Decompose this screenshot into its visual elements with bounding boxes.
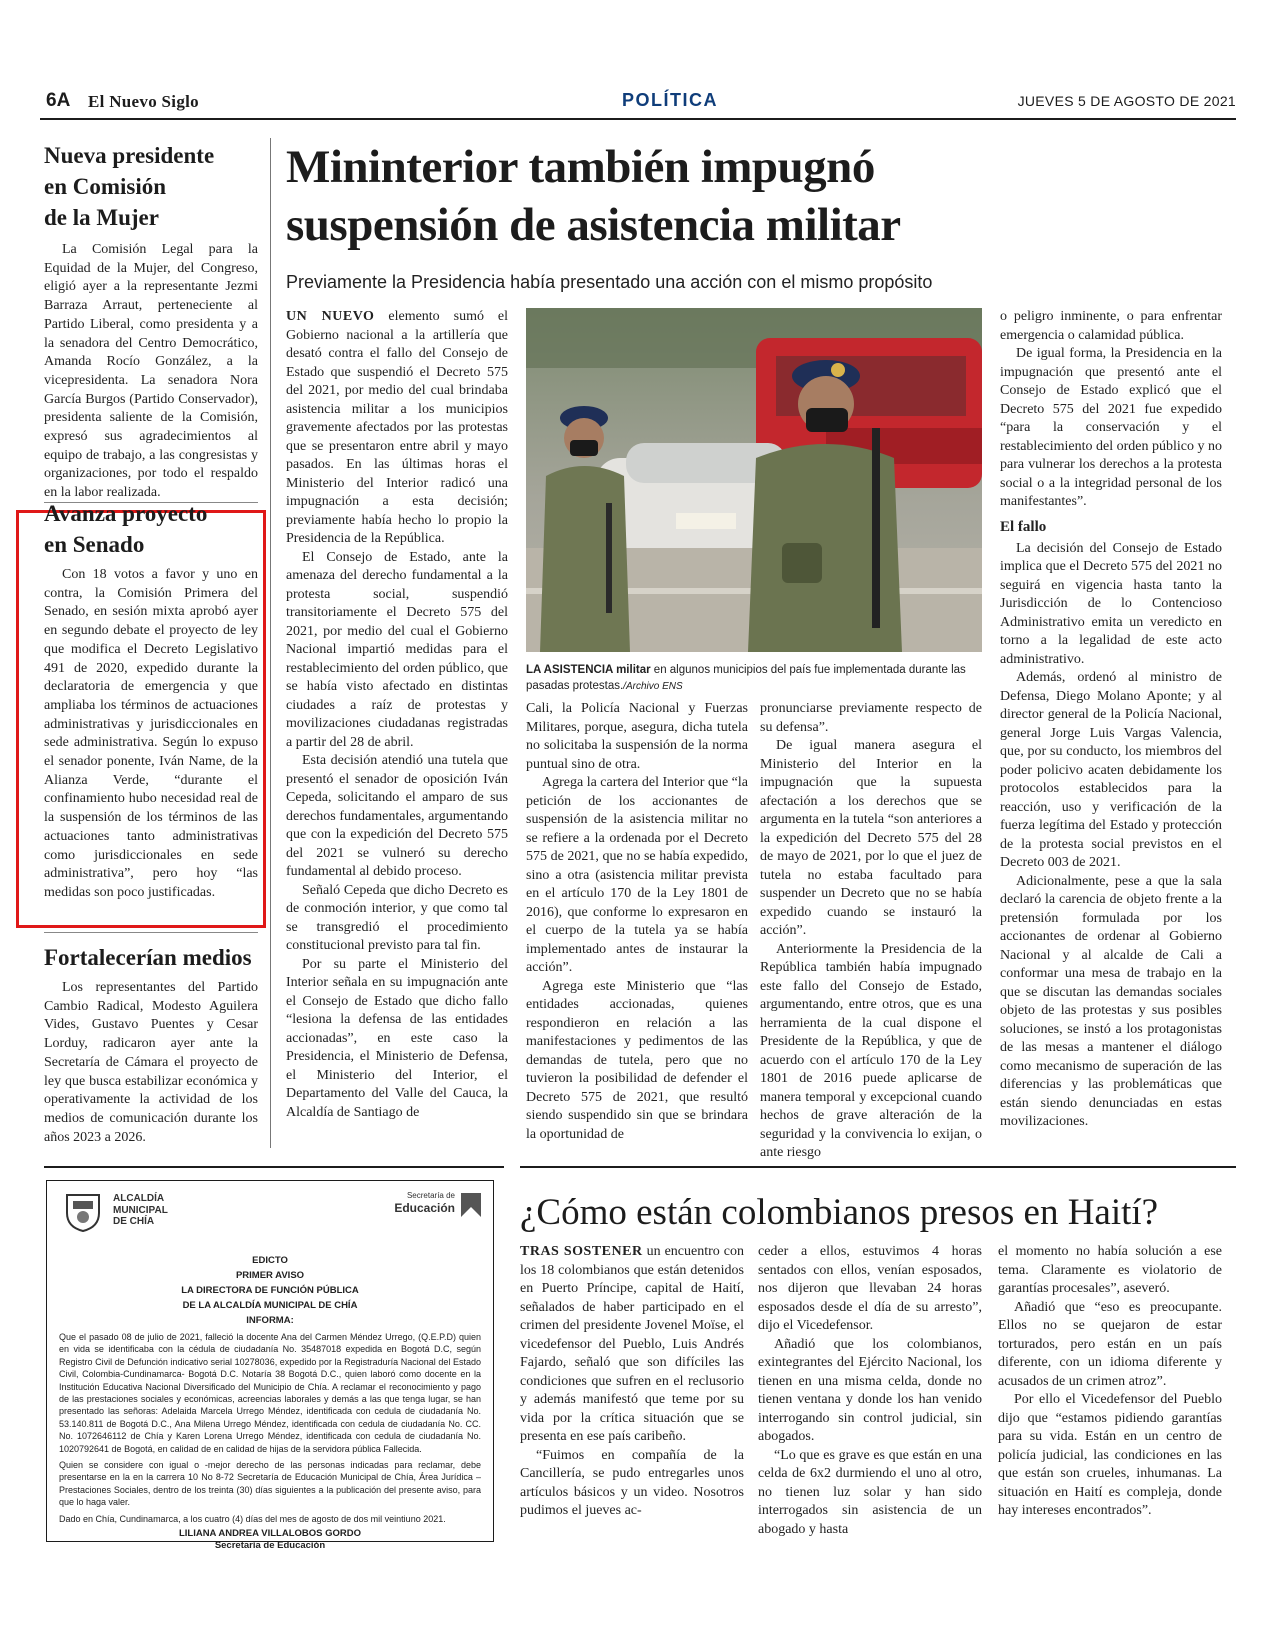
paragraph: De igual manera asegura el Ministerio del Interior en la impugnación que la supuesta afectación a los derechos que se argumenta en la tutela “son anteriores a la expedición del Decreto 575 del 28 de mayo de 2021, por lo que el juez de tutela no estaba facultado para suspender un Decreto que no se había expedido cuando se instauró la acción”.	[760, 738, 982, 938]
story2-lead-paragraph: TRAS SOSTENER un encuentro con los 18 colombianos que están detenidos en Puerto Príncipe, capital de Haití, señalados de haber participado en el crimen del presidente Jovenel Moïse, el vicedefensor del Pueblo, Luis Andrés Fajardo, señaló que son difíciles las condiciones que sufren en el reclusorio y además manifestó que teme por su vida por la crítica situación que se presenta en ese país caribeño.	[520, 1244, 744, 1444]
main-column-2	[526, 700, 748, 1144]
paragraph: Por su parte el Ministerio del Interior señala en su impugnación ante el Consejo de Estado que dicho fallo “lesiona la defensa de las entidades accionadas”, en este caso la Presidencia, el Ministerio de Defensa, el Ministerio del Interior, el Departamento del Valle del Cauca, la Alcaldía de Santiago de	[286, 956, 508, 1120]
main-kicker: UN NUEVO	[286, 309, 375, 324]
caption-bold: LA ASISTENCIA militar	[526, 664, 651, 676]
photo-credit: /Archivo ENS	[623, 681, 683, 692]
main-column-4	[1000, 308, 1222, 1132]
main-subtitle: Previamente la Presidencia había presentado una acción con el mismo propósito	[286, 272, 933, 292]
main-column-1	[286, 308, 508, 1122]
paragraph: La decisión del Consejo de Estado implica que el Decreto 575 del 2021 no seguirá en vigencia hasta tanto la Jurisdicción de lo Contencioso Administrativo emita un veredicto en torno a la legalidad de este acto administrativo.	[1000, 540, 1222, 667]
paragraph: Cali, la Policía Nacional y Fuerzas Militares, porque, asegura, dicha tutela no solicitaba la suspensión de la norma puntual sino de otra.	[526, 701, 748, 772]
paragraph: o peligro inminente, o para enfrentar emergencia o calamidad pública.	[1000, 309, 1222, 343]
ad-paragraph: Dado en Chía, Cundinamarca, a los cuatro (4) días del mes de agosto de dos mil veintiuno 2021.	[59, 1513, 446, 1524]
paragraph: El Consejo de Estado, ante la amenaza del derecho fundamental a la protesta social, suspendió transitoriamente el Decreto 575 del 2021, por medio del cual el Gobierno Nacional impartió medidas para el restablecimiento del orden público, que se había visto afectado en distintas ciudades a raíz de protestas y movilizaciones ciudadanas registradas a partir del 28 de abril.	[286, 549, 508, 750]
newspaper-name: El Nuevo Siglo	[88, 92, 199, 111]
ad-signer: LILIANA ANDREA VILLALOBOS GORDO	[178, 1528, 362, 1540]
story2-column-2	[758, 1243, 982, 1539]
municipal-crest-icon	[61, 1189, 105, 1233]
sidebar-brief-mujer	[44, 140, 258, 503]
section-name: POLÍTICA	[622, 90, 718, 110]
photo-caption: LA ASISTENCIA militar en algunos municipios del país fue implementada durante las pasadas protestas./Archivo ENS	[526, 664, 966, 692]
main-headline: Mininterior también impugnó suspensión de asistencia militar	[286, 141, 901, 251]
paragraph: Adicionalmente, pese a que la sala declaró la carencia de objeto frente a la pretensión formulada por los accionantes de ordenar al Gobierno Nacional y al alcalde de Cali a conformar una mesa de trabajo en la que se discutan las demandas sociales objeto de las protestas y sus posibles soluciones, se instó a los protagonistas de las mesas a mantener el diálogo como mecanismo de superación de las diferencias y las problemáticas que están siendo denunciadas en estas movilizaciones.	[1000, 873, 1222, 1129]
paragraph: Añadió que “eso es preocupante. Ellos no se quejaron de estar torturados, pero están en un país diferente, con un idioma diferente y acusados de un crimen atroz”.	[998, 1299, 1222, 1389]
ad-title-block: EDICTO PRIMER AVISO LA DIRECTORA DE FUNCIÓN PÚBLICA DE LA ALCALDÍA MUNICIPAL DE CHÍA INFORMA:	[181, 1255, 359, 1326]
sidebar-brief-medios	[44, 942, 258, 1147]
legal-notice-ad	[46, 1180, 494, 1552]
story2-headline: ¿Cómo están colombianos presos en Haití?	[520, 1192, 1159, 1233]
story2-kicker: TRAS SOSTENER	[520, 1244, 643, 1259]
ad-department: Secretaría de Educación	[394, 1191, 455, 1215]
paragraph: “Lo que es grave es que están en una celda de 6x2 durmiendo el uno al otro, no tienen luz solar y han sido interrogados sin asistencia de un abogado y hasta	[758, 1447, 982, 1537]
brief-senado-title: Avanza proyecto en Senado	[44, 501, 208, 557]
story2-column-1	[520, 1243, 744, 1521]
section-rule	[44, 1166, 504, 1168]
ad-paragraph: Que el pasado 08 de julio de 2021, falleció la docente Ana del Carmen Méndez Urrego, (Q.E.P.D) quien en vida se identificaba con la cédula de ciudadanía No. 35487018 expedida en Bogotá D.C, según Registro Civil de Defunción indicativo serial 10278036, expedido por la Registraduría Nacional del Estado Civil, Colombia-Cundinamarca- Bogotá D.C. Notaría 38 Bogotá D.C., quien laboró como docente en la Institución Educativa Nacional Diversificado del Municipio de Chía. A reclamar el reconocimiento y pago de las prestaciones sociales y económicas, acreencias laborales y demás a las que tenga lugar, se han presentado las señoras: Adelaida Marcela Urrego Méndez, identificada con cedula de ciudadanía No. 53.140.811 de Bogotá D.C., Ana Milena Urrego Méndez, identificada con cedula de ciudadanía No. CC. No. 1072646112 de Chía y Karen Lorena Urrego Méndez, identificada con cedula de ciudadanía No. 1020792641 de Bogotá, en calidad de en calidad de hijas de la servidora pública Fallecida.	[59, 1332, 481, 1454]
paragraph: Señaló Cepeda que dicho Decreto es de conmoción interior, y que como tal se transgredió el procedimiento constitucional previsto para tal fin.	[286, 882, 508, 953]
sidebar-divider	[44, 932, 258, 933]
paragraph: Anteriormente la Presidencia de la República también había impugnado este fallo del Consejo de Estado, argumentando, entre otros, que es una herramienta de la cual dispone el Presidente de la República, y que de acuerdo con el artículo 170 de la Ley 1801 de 2016 puede aplicarse de manera temporal y excepcional cuando hechos de grave alteración de la seguridad y la convivencia lo exijan, o ante riesgo	[760, 941, 982, 1160]
paragraph: el momento no había solución a ese tema. Claramente es violatorio de garantías procesales”, aseveró.	[998, 1244, 1222, 1296]
column-separator	[270, 138, 271, 1148]
paragraph: Por ello el Vicedefensor del Pueblo dijo que “estamos pidiendo garantías para su vida. Están en un centro de policía judicial, las condiciones en las que están son crueles, inhumanas. La situación en Haití es compleja, donde hay intereses encontrados”.	[998, 1392, 1222, 1518]
paragraph: Agrega la cartera del Interior que “la petición de los accionantes de suspensión de la asistencia militar no se refiere a la ordenada por el Decreto 575 de 2021, que no se había expedido, sino a otra (asistencia militar prevista en el artículo 170 de la Ley 1801 de 2016), que conforme lo expresaron en el cuerpo de la tutela ya se había implementado antes de instaurar la acción”.	[526, 775, 748, 975]
ad-body	[59, 1331, 481, 1552]
paragraph: Además, ordenó al ministro de Defensa, Diego Molano Aponte; y al director general de la Policía Nacional, general Jorge Luis Vargas Valencia, que, por su conducto, los miembros del poder policivo acaten debidamente los protocolos establecidos para la reacción, uso y verificación de la fuerza legítima del Estado y protección de la protesta social previstos en el Decreto 003 de 2021.	[1000, 670, 1222, 870]
education-logo-icon	[459, 1191, 483, 1219]
paragraph: De igual forma, la Presidencia en la impugnación que presentó ante el Consejo de Estado explicó que el Decreto 575 del 2021 fue expedido “para la conservación y el restablecimiento del orden público y no para vulnerar los derechos a la protesta social o a la integridad personal de los manifestantes”.	[1000, 346, 1222, 509]
brief-medios-body: Los representantes del Partido Cambio Radical, Modesto Aguilera Vides, Gustavo Puentes y Cesar Lorduy, radicaron ayer ante la Secretaría de Cámara el proyecto de ley que busca estabilizar económica y operativamente la actividad de los medios de comunicación durante los años 2023 a 2026.	[44, 980, 258, 1145]
news-photo	[526, 308, 982, 652]
brief-senado-body: Con 18 votos a favor y uno en contra, la Comisión Primera del Senado, en sesión mixta aprobó ayer en segundo debate el proyecto de ley que modifica el Decreto Legislativo 491 de 2020, expedido durante la declaratoria de emergencia y que ampliaba los términos de actuaciones administrativas y jurisdiccionales en sede administrativa. Según lo expuso el senador ponente, Iván Name, de la Alianza Verde, “durante el confinamiento hubo necesidad real de la suspensión de los términos de las actuaciones tanto administrativas como jurisdiccionales en sede administrativa”, pero hoy “las medidas son poco justificadas.	[44, 567, 258, 900]
subhead-el-fallo: El fallo	[1000, 518, 1047, 535]
paragraph: Esta decisión atendió una tutela que presentó el senador de oposición Iván Cepeda, solicitando el amparo de sus derechos fundamentales, argumentando que con la expedición del Decreto 575 del 2021 se vulneró su derecho fundamental al debido proceso.	[286, 753, 508, 879]
ad-paragraph: Quien se considere con igual o -mejor derecho de las personas indicadas para reclamar, debe presentarse en la en la carrera 10 No 8-72 Secretaría de Educación Municipal de Chía, Área Jurídica –Prestaciones Sociales, dentro de los treinta (30) días siguientes a la publicación del presente aviso, para que lo haga valer.	[59, 1460, 481, 1508]
brief-mujer-title: Nueva presidente en Comisión de la Mujer	[44, 143, 215, 230]
paragraph: Añadió que los colombianos, exintegrantes del Ejército Nacional, los tienen en una misma celda, donde no tienen ventana y donde los han venido interrogando sin control judicial, sin abogados.	[758, 1336, 982, 1444]
section-rule	[520, 1166, 1236, 1168]
sidebar-brief-senado	[44, 498, 258, 903]
paragraph: Agrega este Ministerio que “las entidades accionadas, quienes respondieron en relación a las manifestaciones y pedimentos de las demandas de tutela, pero que no tuvieron la posibilidad de defender el Decreto 575 de 2021, que resultó siendo suspendido sin que se brindara la oportunidad de	[526, 978, 748, 1142]
brief-medios-title: Fortalecerían medios	[44, 945, 252, 970]
page-number: 6A	[46, 90, 71, 111]
main-column-3	[760, 700, 982, 1163]
ad-signer-title: Secretaria de Educación	[214, 1540, 326, 1552]
issue-date: JUEVES 5 DE AGOSTO DE 2021	[1017, 93, 1236, 109]
main-lead-paragraph: UN NUEVO elemento sumó el Gobierno nacional a la artillería que desató contra el fallo del Consejo de Estado que suspendió el Decreto 575 del 2021, por medio del cual brindaba asistencia militar a los municipios gravemente afectados por las protestas que se presentaron entre abril y mayo pasados. En las últimas horas el Ministerio del Interior radicó una impugnación a esta decisión; previamente había hecho lo propio la Presidencia de la República.	[286, 309, 508, 546]
page-header	[40, 90, 1236, 116]
paragraph: “Fuimos en compañía de la Cancillería, se pudo entregarles unos artículos básicos y un video. Nosotros pudimos el jueves ac-	[520, 1447, 744, 1518]
paragraph: ceder a ellos, estuvimos 4 horas sentados con ellos, venían esposados, nos dijeron que llevaban 24 horas esposados desde el día de su arresto”, dijo el Vicedefensor.	[758, 1244, 982, 1333]
header-rule	[40, 118, 1236, 120]
ad-org-name: ALCALDÍA MUNICIPAL DE CHÍA	[113, 1193, 168, 1227]
story2-column-3	[998, 1243, 1222, 1521]
brief-mujer-body: La Comisión Legal para la Equidad de la Mujer, del Congreso, eligió ayer a la representante Jezmi Barraza Arraut, perteneciente al Partido Liberal, como presidenta y a la senadora del Centro Democrático, Amanda Rocío González, a la vicepresidenta. La senadora Nora García Burgos (Partido Conservador), presidenta saliente de la Comisión, expresó sus agradecimientos al equipo de trabajo, a las congresistas y organizaciones, por todo el respaldo en la labor realizada.	[44, 242, 258, 501]
paragraph: pronunciarse previamente respecto de su defensa”.	[760, 701, 982, 735]
soldiers-photo-illustration	[526, 308, 982, 652]
